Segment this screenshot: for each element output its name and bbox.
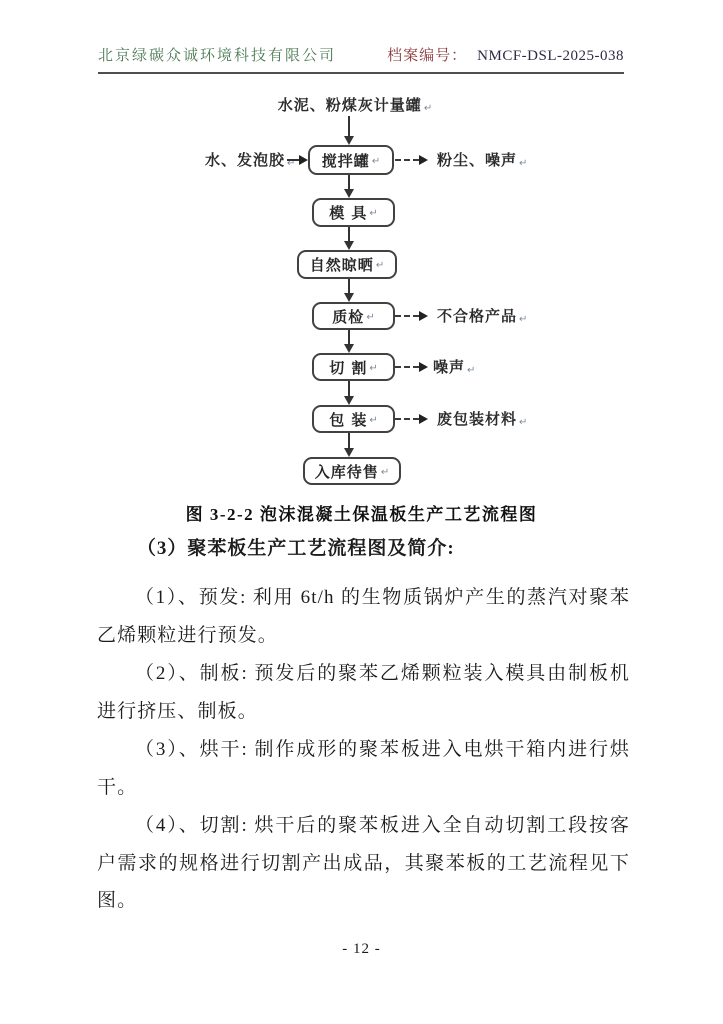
emission-label-defective-products: 不合格产品 ↵	[437, 307, 528, 325]
down-arrow	[348, 227, 350, 241]
return-mark-icon: ↵	[380, 466, 390, 478]
company-name: 北京绿碳众诚环境科技有限公司	[98, 48, 337, 64]
process-flowchart	[0, 90, 723, 510]
down-arrow	[348, 116, 350, 136]
return-mark-icon: ↵	[467, 365, 476, 376]
return-mark-icon: ↵	[369, 414, 378, 426]
body-paragraph: （1）、预发: 利用 6t/h 的生物质锅炉产生的蒸汽对聚苯乙烯颗粒进行预发。	[97, 587, 630, 646]
flow-node-natural-drying: 自然晾晒 ↵	[297, 250, 397, 279]
input-label-water-foam: 水、发泡胶 ↵	[205, 151, 296, 169]
return-mark-icon: ↵	[519, 417, 528, 428]
input-label-cement-flyash: 水泥、粉煤灰计量罐 ↵	[277, 96, 433, 114]
dashed-arrow	[395, 159, 419, 161]
down-arrow	[348, 175, 350, 189]
flow-node-packaging: 包 装 ↵	[312, 405, 395, 433]
down-arrow	[348, 381, 350, 396]
body-paragraph: （4）、切割: 烘干后的聚苯板进入全自动切割工段按客户需求的规格进行切割产出成品，其聚苯板的工艺流程见下图。	[97, 815, 630, 911]
right-arrow	[287, 159, 299, 161]
body-paragraph: （3）、烘干: 制作成形的聚苯板进入电烘干箱内进行烘干。	[97, 739, 630, 798]
return-mark-icon: ↵	[371, 155, 381, 167]
return-mark-icon: ↵	[519, 314, 528, 325]
return-mark-icon: ↵	[369, 362, 378, 374]
page-number: - 12 -	[342, 941, 381, 957]
return-mark-icon: ↵	[369, 208, 378, 219]
flow-node-quality-inspection: 质检 ↵	[312, 302, 395, 330]
page-header	[98, 44, 624, 74]
return-mark-icon: ↵	[287, 158, 296, 169]
return-mark-icon: ↵	[366, 311, 375, 323]
emission-label-waste-packaging: 废包装材料 ↵	[437, 410, 528, 428]
flow-node-mixing-tank: 搅拌罐 ↵	[308, 145, 394, 175]
dashed-arrow	[395, 366, 419, 368]
down-arrow	[348, 433, 350, 448]
down-arrow	[348, 330, 350, 344]
file-number-label: 档案编号：	[387, 48, 468, 64]
section-heading: （3）聚苯板生产工艺流程图及简介:	[136, 538, 455, 559]
emission-label-dust-noise: 粉尘、噪声 ↵	[437, 151, 528, 169]
body-text	[97, 536, 630, 921]
file-number-value: NMCF-DSL-2025-038	[477, 48, 624, 64]
figure-caption: 图 3-2-2 泡沫混凝土保温板生产工艺流程图	[185, 505, 538, 524]
dashed-arrow	[395, 418, 419, 420]
file-number	[387, 44, 624, 65]
return-mark-icon: ↵	[519, 158, 528, 169]
return-mark-icon: ↵	[423, 103, 433, 114]
flow-node-warehouse-storage: 入库待售 ↵	[303, 457, 401, 485]
emission-label-noise: 噪声 ↵	[433, 358, 476, 376]
down-arrow	[348, 279, 350, 293]
dashed-arrow	[395, 315, 419, 317]
body-paragraph: （2）、制板: 预发后的聚苯乙烯颗粒装入模具由制板机进行挤压、制板。	[97, 663, 630, 722]
flow-node-cutting: 切 割 ↵	[312, 353, 395, 381]
return-mark-icon: ↵	[375, 260, 385, 271]
flow-node-mold: 模 具 ↵	[312, 198, 395, 227]
